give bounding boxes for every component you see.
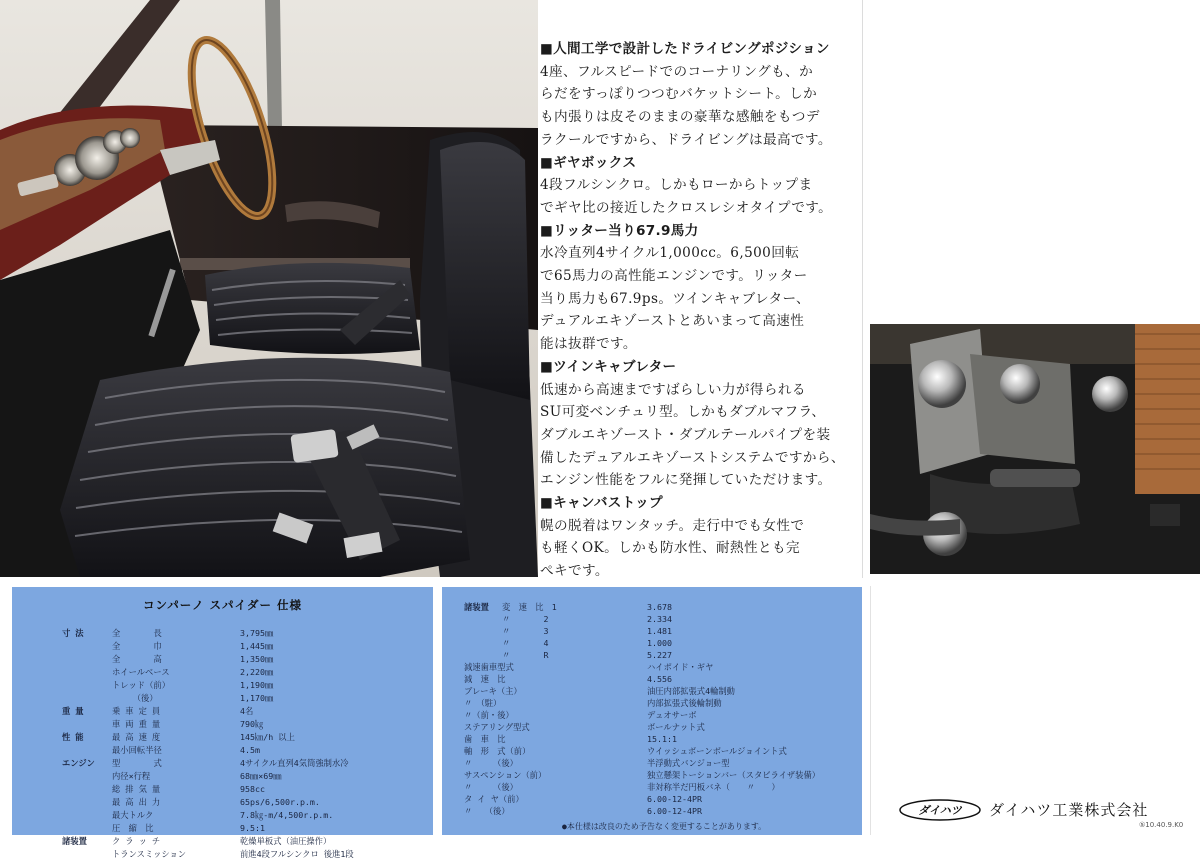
body-line: も軽くOK。しかも防水性、耐熱性とも完 [540, 540, 800, 557]
spec-item: 減 速 比 [464, 674, 506, 684]
spec-item: ステアリング型式 [464, 722, 530, 732]
body-line: 水冷直列4サイクル1,000cc。6,500回転 [540, 245, 800, 262]
spec-title: コンパーノ スパイダー 仕様 [143, 598, 302, 612]
spec-row [12, 718, 433, 731]
spec-item: 〃 （後） [464, 758, 518, 768]
spec-value: 3,795㎜ [240, 628, 274, 638]
body-line: SU可変ベンチュリ型。しかもダブルマフラ、 [540, 404, 826, 421]
feature-section-horsepower [540, 220, 858, 356]
spec-value: 3.678 [647, 602, 672, 612]
spec-row [12, 809, 433, 822]
spec-item: （後） [112, 693, 158, 703]
engine-photo [870, 324, 1200, 574]
spec-row [12, 731, 433, 744]
spec-value: 内部拡張式後輪制動 [647, 698, 722, 708]
feature-section-driving-position [540, 38, 858, 152]
body-line: ラクールですから、ドライビングは最高です。 [540, 131, 832, 148]
spec-item: 〃 （後） [464, 782, 518, 792]
spec-value: 68㎜×69㎜ [240, 771, 282, 781]
spec-value: ハイポイド・ギヤ [647, 662, 714, 672]
spec-item: ホイールベース [112, 667, 170, 677]
spec-item: 全 高 [112, 654, 162, 664]
spec-value: 4名 [240, 706, 254, 716]
spec-value: 2,220㎜ [240, 667, 274, 677]
feature-section-canvas-top [540, 492, 858, 583]
body-line: ダブルエキゾースト・ダブルテールパイプを装 [540, 426, 831, 443]
body-line: らだをすっぽりつつむバケットシート。しか [540, 86, 818, 103]
spec-value: ボールナット式 [647, 722, 705, 732]
spec-value: 4.556 [647, 674, 672, 684]
spec-row [12, 835, 433, 848]
spec-item: 〃 R [502, 650, 549, 660]
spec-value: 乾燥単板式（油圧操作） [240, 836, 332, 846]
spec-value: 65ps/6,500r.p.m. [240, 797, 320, 807]
spec-value: 9.5:1 [240, 823, 265, 833]
spec-item: 最 高 速 度 [112, 732, 161, 742]
body-line: エンジン性能をフルに発揮していただけます。 [540, 472, 832, 489]
spec-item: 〃 （後） [464, 806, 510, 816]
spec-value: 前進4段フルシンクロ 後進1段 [240, 849, 354, 859]
spec-item: 総 排 気 量 [112, 784, 161, 794]
spec-value: 145㎞/h 以上 [240, 732, 295, 742]
spec-value: 5.227 [647, 650, 672, 660]
feature-section-twin-carburetor [540, 356, 858, 492]
spec-item: 内径×行程 [112, 771, 151, 781]
body-line: 能は抜群です。 [540, 336, 637, 353]
spec-value: 7.8㎏-m/4,500r.p.m. [240, 810, 334, 820]
brand-mark-text: ダイハツ [918, 804, 962, 817]
spec-value: 非対称半だ円板バネ（ 〃 ） [647, 782, 780, 792]
column-divider [862, 0, 863, 578]
company-logo-area [870, 586, 1200, 835]
section-heading: ■キャンバストップ [540, 495, 663, 512]
spec-value: 15.1:1 [647, 734, 677, 744]
spec-row [12, 770, 433, 783]
spec-item: 乗 車 定 員 [112, 706, 161, 716]
spec-value: 958cc [240, 784, 265, 794]
spec-value: 4サイクル直列4気筒強制水冷 [240, 758, 349, 768]
feature-section-gearbox [540, 152, 858, 220]
spec-item: 歯 車 比 [464, 734, 506, 744]
spec-item: 全 長 [112, 628, 162, 638]
spec-category: 諸装置 [464, 602, 489, 612]
spec-row [12, 848, 433, 861]
section-heading: ■ギヤボックス [540, 154, 637, 171]
spec-row [12, 692, 433, 705]
spec-table-right [442, 587, 862, 835]
spec-item: トランスミッション [112, 849, 187, 859]
body-line: でギヤ比の接近したクロスレシオタイプです。 [540, 199, 833, 216]
spec-item: 全 巾 [112, 641, 162, 651]
spec-row [12, 705, 433, 718]
section-heading: ■リッター当り67.9馬力 [540, 222, 699, 239]
spec-value: ウイッシュボーンボールジョイント式 [647, 746, 787, 756]
body-line: 4段フルシンクロ。しかもローからトップま [540, 177, 813, 194]
spec-item: 最 高 出 力 [112, 797, 161, 807]
body-line: 備したデュアルエキゾーストシステムですから、 [540, 449, 845, 466]
spec-note: ●本仕様は改良のため予告なく変更することがあります。 [562, 822, 767, 831]
spec-value: 1,445㎜ [240, 641, 274, 651]
body-line: 低速から高速まですばらしい力が得られる [540, 381, 806, 398]
spec-item: トレッド（前） [112, 680, 170, 690]
spec-value: 油圧内部拡張式4輪制動 [647, 686, 735, 696]
spec-value: 半浮動式バンジョー型 [647, 758, 730, 768]
spec-row [12, 627, 433, 640]
car-interior-photo [0, 0, 538, 577]
spec-item: 最大トルク [112, 810, 154, 820]
spec-row [12, 757, 433, 770]
spec-value: 6.00-12-4PR [647, 806, 702, 816]
spec-value: 1,190㎜ [240, 680, 274, 690]
spec-category: 寸 法 [62, 628, 84, 638]
spec-item: 〃 3 [502, 626, 549, 636]
spec-value: 6.00-12-4PR [647, 794, 702, 804]
company-name: ダイハツ工業株式会社 [989, 801, 1149, 819]
print-code: ⑤10.40.9.K0 [1139, 821, 1184, 829]
spec-row [12, 653, 433, 666]
body-line: で65馬力の高性能エンジンです。リッター [540, 268, 808, 285]
spec-row [12, 666, 433, 679]
spec-row [12, 783, 433, 796]
spec-item: サスペンション（前） [464, 770, 547, 780]
spec-value: 790㎏ [240, 719, 264, 729]
spec-item: ブレーキ（主） [464, 686, 522, 696]
spec-item: 型 式 [112, 758, 162, 768]
section-heading: ■ツインキャブレター [540, 358, 677, 375]
spec-item: 減速歯車型式 [464, 662, 514, 672]
spec-value: 1,350㎜ [240, 654, 274, 664]
spec-value: デュオサーボ [647, 710, 697, 720]
spec-category: エンジン [62, 758, 95, 768]
spec-row [442, 805, 862, 818]
spec-value: 1,170㎜ [240, 693, 274, 703]
spec-item: 変 速 比 1 [502, 602, 557, 612]
spec-category: 重 量 [62, 706, 84, 716]
spec-row [12, 679, 433, 692]
spec-value: 4.5m [240, 745, 260, 755]
body-line: 幌の脱着はワンタッチ。走行中でも女性で [540, 517, 805, 534]
spec-item: ク ラ ッ チ [112, 836, 161, 846]
body-line: デュアルエキゾーストとあいまって高速性 [540, 313, 805, 330]
section-heading: ■人間工学で設計したドライビングポジション [540, 41, 830, 57]
spec-item: 〃（前・後） [464, 710, 514, 720]
spec-value: 1.000 [647, 638, 672, 648]
spec-table-left [12, 587, 433, 859]
spec-value: 独立懸架トーションバー（スタビライザ装備） [647, 770, 821, 780]
spec-value: 2.334 [647, 614, 672, 624]
spec-item: 車 両 重 量 [112, 719, 161, 729]
spec-row [12, 744, 433, 757]
spec-row [12, 640, 433, 653]
body-line: も内張りは皮そのままの豪華な感触をもつデ [540, 109, 820, 126]
body-line: ぺキです。 [540, 563, 609, 580]
spec-row [12, 796, 433, 809]
spec-item: 〃 （駐） [464, 698, 502, 708]
spec-item: 〃 4 [502, 638, 549, 648]
spec-category: 性 能 [62, 732, 84, 742]
spec-item: 〃 2 [502, 614, 549, 624]
spec-item: タ イ ヤ（前） [464, 794, 524, 804]
feature-description [540, 38, 858, 583]
spec-category: 諸装置 [62, 836, 87, 846]
spec-item: 最小回転半径 [112, 745, 162, 755]
spec-row [12, 822, 433, 835]
body-line: 4座、フルスピードでのコーナリングも、か [540, 63, 814, 80]
daihatsu-brand-mark [899, 799, 981, 821]
spec-value: 1.481 [647, 626, 672, 636]
spec-item: 軸 形 式（前） [464, 746, 531, 756]
spec-item: 圧 縮 比 [112, 823, 154, 833]
body-line: 当り馬力も67.9ps。ツインキャブレター、 [540, 290, 810, 307]
